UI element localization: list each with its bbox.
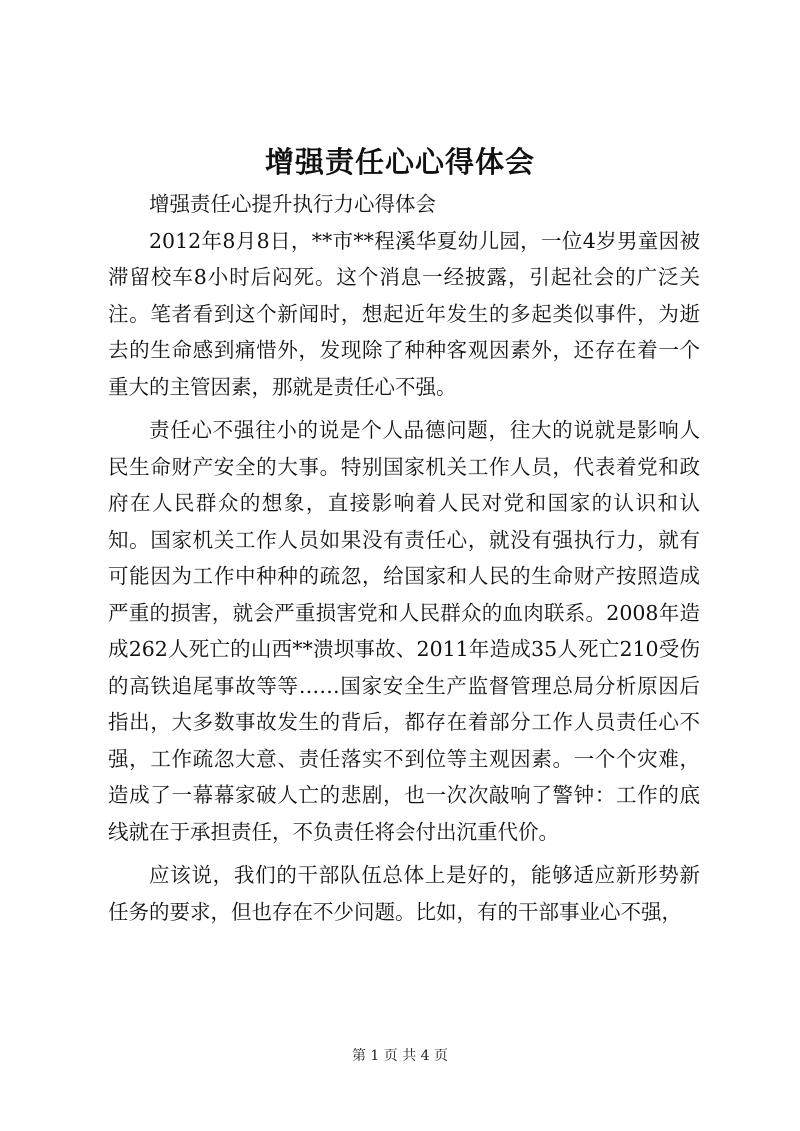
page-number-footer: 第 1 页 共 4 页 <box>351 1048 449 1064</box>
paragraph-1: 2012年8月8日，**市**程溪华夏幼儿园，一位4岁男童因被滞留校车8小时后闷死。这个消息一经披露，引起社会的广泛关注。笔者看到这个新闻时，想起近年发生的多起类似事件，为逝去的生命感到痛惜外，发现除了种种客观因素外，还存在着一个重大的主管因素，那就是责任心不强。 <box>108 228 700 399</box>
paragraph-3: 应该说，我们的干部队伍总体上是好的，能够适应新形势新任务的要求，但也存在不少问题。比如，有的干部事业心不强， <box>108 863 700 924</box>
document-body <box>108 186 700 930</box>
document-subtitle: 增强责任心提升执行力心得体会 <box>149 192 436 216</box>
paragraph-2: 责任心不强往小的说是个人品德问题，往大的说就是影响人民生命财产安全的大事。特别国家机关工作人员，代表着党和政府在人民群众的想象，直接影响着人民对党和国家的认识和认知。国家机关工作人员如果没有责任心，就没有强执行力，就有可能因为工作中种种的疏忽，给国家和人民的生命财产按照造成严重的损害，就会严重损害党和人民群众的血肉联系。2008年造成262人死亡的山西**溃坝事故、2011年造成35人死亡210受伤的高铁追尾事故等等……国家安全生产监督管理总局分析原因后指出，大多数事故发生的背后，都存在着部分工作人员责任心不强，工作疏忽大意、责任落实不到位等主观因素。一个个灾难，造成了一幕幕家破人亡的悲剧，也一次次敲响了警钟：工作的底线就在于承担责任，不负责任将会付出沉重代价。 <box>108 418 700 844</box>
document-title: 增强责任心心得体会 <box>264 145 535 179</box>
